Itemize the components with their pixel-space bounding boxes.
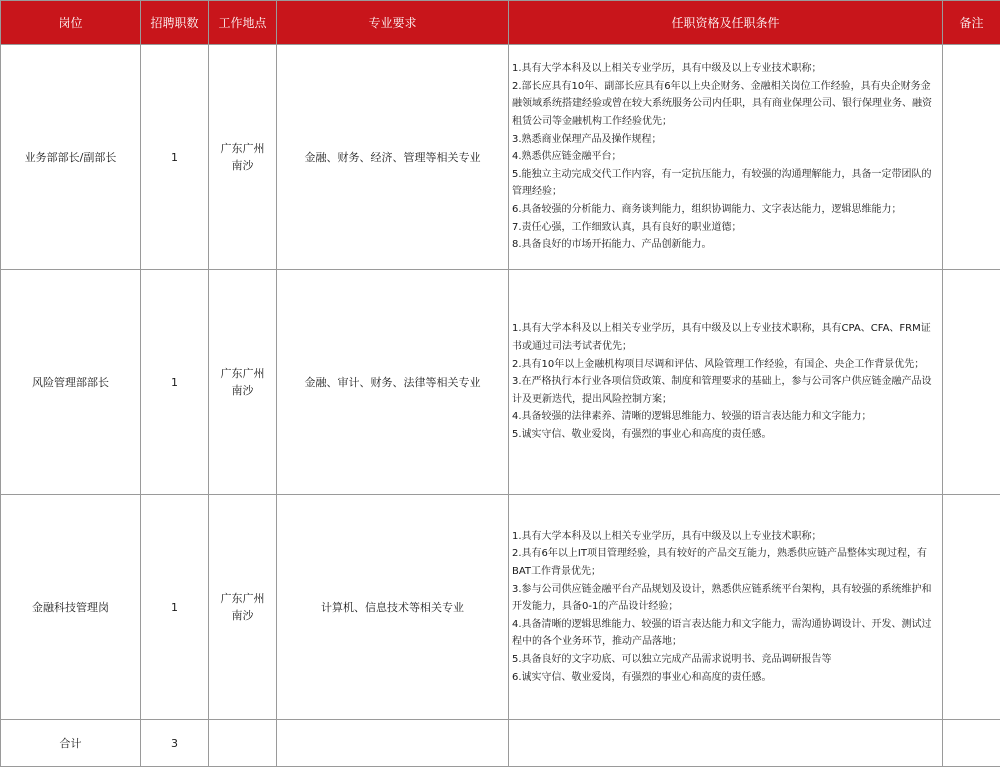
- cell-major: 计算机、信息技术等相关专业: [277, 495, 509, 720]
- qualification-item: 4.熟悉供应链金融平台；: [512, 148, 938, 166]
- total-empty-location: [209, 720, 277, 767]
- cell-qualifications: [509, 270, 943, 495]
- cell-location: [209, 270, 277, 495]
- table-row: [1, 45, 1000, 270]
- qualification-item: 2.具有6年以上IT项目管理经验，具有较好的产品交互能力，熟悉供应链产品整体实现过程，有BAT工作背景优先；: [512, 545, 938, 580]
- qualification-item: 2.部长应具有10年、副部长应具有6年以上央企财务、金融相关岗位工作经验，具有央企财务金融领域系统搭建经验或曾在较大系统服务公司内任职，具有商业保理公司、银行保理业务、融资租赁公司等金融机构工作经验优先；: [512, 78, 938, 131]
- qualification-item: 6.诚实守信、敬业爱岗，有强烈的事业心和高度的责任感。: [512, 669, 938, 687]
- table-row: [1, 270, 1000, 495]
- header-position: 岗位: [1, 1, 141, 45]
- total-empty-remarks: [943, 720, 1000, 767]
- cell-location: [209, 495, 277, 720]
- qualification-item: 1.具有大学本科及以上相关专业学历，具有中级及以上专业技术职称，具有CPA、CFA、FRM证书或通过司法考试者优先；: [512, 320, 938, 355]
- qualification-item: 3.熟悉商业保理产品及操作规程；: [512, 131, 938, 149]
- total-empty-major: [277, 720, 509, 767]
- cell-remarks: [943, 495, 1000, 720]
- qualification-item: 8.具备良好的市场开拓能力、产品创新能力。: [512, 236, 938, 254]
- table-row: [1, 495, 1000, 720]
- total-count: 3: [141, 720, 209, 767]
- qualification-item: 6.具备较强的分析能力、商务谈判能力，组织协调能力、文字表达能力，逻辑思维能力；: [512, 201, 938, 219]
- header-major: 专业要求: [277, 1, 509, 45]
- header-location: 工作地点: [209, 1, 277, 45]
- cell-count: 1: [141, 45, 209, 270]
- qualification-item: 4.具备清晰的逻辑思维能力、较强的语言表达能力和文字能力，需沟通协调设计、开发、测试过程中的各个业务环节，推动产品落地；: [512, 616, 938, 651]
- cell-major: 金融、审计、财务、法律等相关专业: [277, 270, 509, 495]
- location-city: 广东广州: [221, 592, 265, 605]
- header-qualifications: 任职资格及任职条件: [509, 1, 943, 45]
- cell-remarks: [943, 270, 1000, 495]
- cell-remarks: [943, 45, 1000, 270]
- qualification-item: 4.具备较强的法律素养、清晰的逻辑思维能力、较强的语言表达能力和文字能力；: [512, 408, 938, 426]
- cell-position: 金融科技管理岗: [1, 495, 141, 720]
- total-empty-qualifications: [509, 720, 943, 767]
- cell-qualifications: [509, 45, 943, 270]
- location-district: 南沙: [232, 384, 254, 397]
- location-city: 广东广州: [221, 367, 265, 380]
- header-remarks: 备注: [943, 1, 1000, 45]
- location-city: 广东广州: [221, 142, 265, 155]
- cell-qualifications: [509, 495, 943, 720]
- cell-position: 风险管理部部长: [1, 270, 141, 495]
- cell-count: 1: [141, 495, 209, 720]
- qualification-item: 3.参与公司供应链金融平台产品规划及设计，熟悉供应链系统平台架构，具有较强的系统维护和开发能力，具备0-1的产品设计经验；: [512, 581, 938, 616]
- cell-position: 业务部部长/副部长: [1, 45, 141, 270]
- cell-location: [209, 45, 277, 270]
- header-row: [1, 1, 1000, 45]
- qualification-item: 7.责任心强，工作细致认真，具有良好的职业道德；: [512, 219, 938, 237]
- qualification-item: 2.具有10年以上金融机构项目尽调和评估、风险管理工作经验，有国企、央企工作背景优先；: [512, 356, 938, 374]
- cell-major: 金融、财务、经济、管理等相关专业: [277, 45, 509, 270]
- location-district: 南沙: [232, 609, 254, 622]
- qualification-item: 1.具有大学本科及以上相关专业学历，具有中级及以上专业技术职称；: [512, 60, 938, 78]
- header-count: 招聘职数: [141, 1, 209, 45]
- qualification-item: 3.在严格执行本行业各项信贷政策、制度和管理要求的基础上，参与公司客户供应链金融产品设计及更新迭代，提出风险控制方案；: [512, 373, 938, 408]
- qualification-item: 5.诚实守信、敬业爱岗，有强烈的事业心和高度的责任感。: [512, 426, 938, 444]
- total-row: [1, 720, 1000, 767]
- location-district: 南沙: [232, 159, 254, 172]
- cell-count: 1: [141, 270, 209, 495]
- qualification-item: 5.具备良好的文字功底、可以独立完成产品需求说明书、竞品调研报告等: [512, 651, 938, 669]
- qualification-item: 1.具有大学本科及以上相关专业学历，具有中级及以上专业技术职称；: [512, 528, 938, 546]
- qualification-item: 5.能独立主动完成交代工作内容，有一定抗压能力，有较强的沟通理解能力，具备一定带团队的管理经验；: [512, 166, 938, 201]
- total-label: 合计: [1, 720, 141, 767]
